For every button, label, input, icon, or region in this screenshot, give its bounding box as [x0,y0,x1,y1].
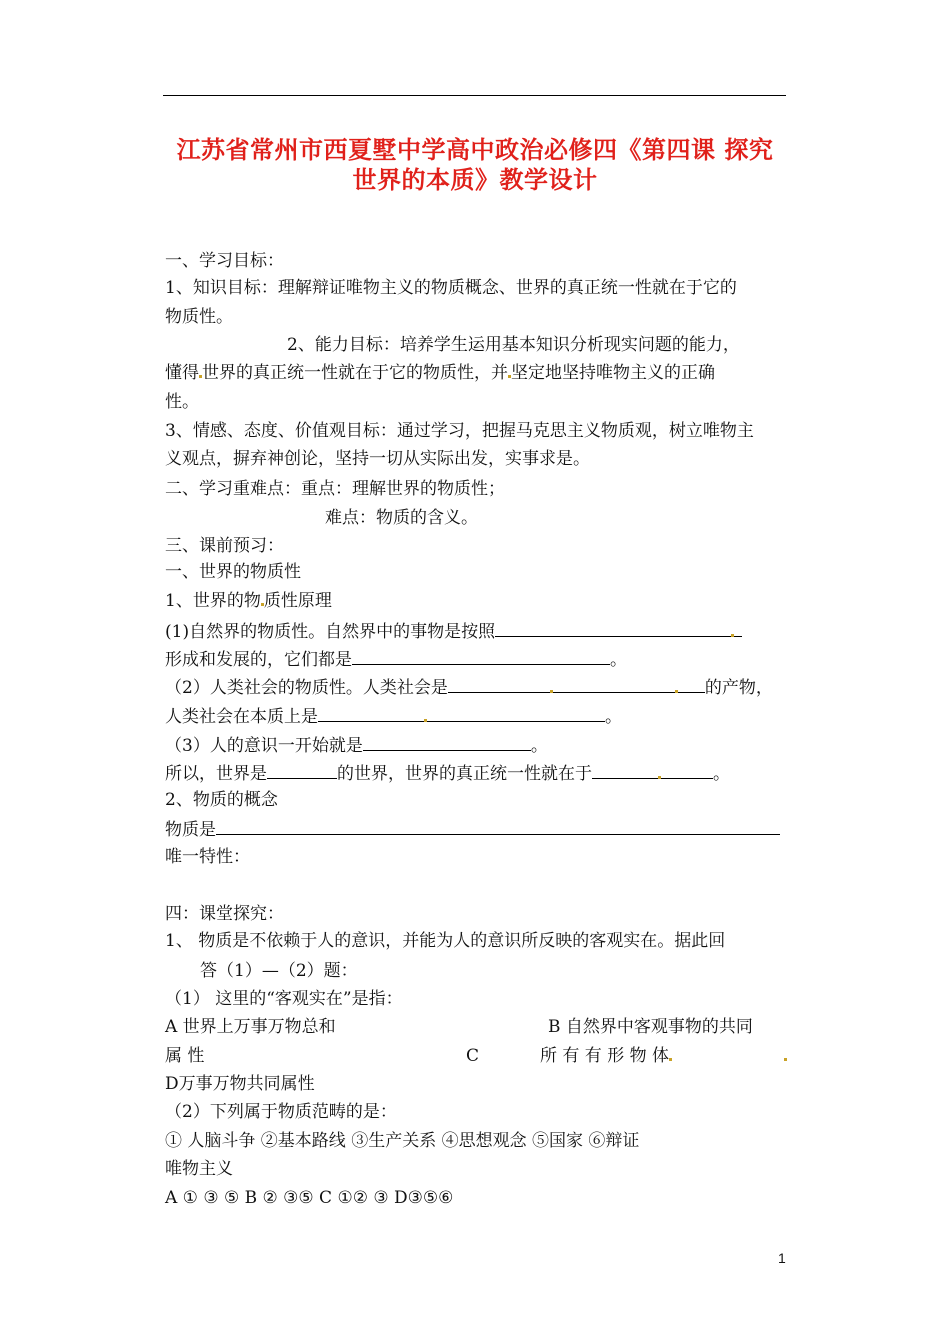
section-heading: 二、学习重难点：重点：理解世界的物质性； [165,479,505,499]
text-segment: 。 [610,650,627,670]
text-segment: 质性原理 [263,591,332,611]
fill-in-line [165,675,773,699]
marker-dot [669,1058,672,1061]
text-segment: 所 有 有 形 物 体 [540,1046,670,1066]
subsection-heading: 一、世界的物质性 [165,562,301,582]
text-segment: 人类社会在本质上是 [165,707,318,727]
answer-blank[interactable] [216,817,780,835]
paragraph-line: 义观点，摒弃神创论，坚持一切从实际出发，实事求是。 [165,449,590,469]
subsection-heading: 2、物质的概念 [165,790,278,810]
question-stem: （2）下列属于物质范畴的是： [165,1102,397,1122]
answer-blank[interactable] [495,619,731,637]
answer-blank[interactable] [448,675,550,693]
paragraph-line: 性。 [165,392,199,412]
text-segment: 世界的真正统一性就在于它的物质性，并 [202,363,508,383]
question-stem: （1） 这里的“客观实在”是指： [165,989,403,1009]
answer-option: A 世界上万事万物总和 [165,1017,336,1037]
answer-blank[interactable] [553,675,675,693]
text-segment: 。 [530,736,548,756]
answer-blank[interactable] [318,704,424,722]
section-heading: 一、学习目标： [165,251,284,271]
text-segment: 懂得 [165,363,199,383]
text-segment: 坚定地坚持唯物主义的正确 [511,363,715,383]
fill-in-line [165,619,742,643]
answer-blank[interactable] [427,704,605,722]
text-segment: 所以，世界是 [165,764,267,784]
marker-dot-container [784,1045,787,1067]
answer-option: B 自然界中客观事物的共同 [548,1017,753,1037]
document-title-line-2: 世界的本质》教学设计 [352,165,598,194]
paragraph-line: 3、情感、态度、价值观目标：通过学习，把握马克思主义物质观，树立唯物主 [165,421,754,441]
question-options-list: ① 人脑斗争 ②基本路线 ③生产关系 ④思想观念 ⑤国家 ⑥辩证 [165,1131,640,1151]
fill-in-line [165,647,627,671]
text-segment: 的产物， [704,678,773,698]
answer-blank[interactable] [678,675,705,693]
paragraph-line: 难点：物质的含义。 [325,508,478,528]
answer-option [540,1045,672,1067]
answer-blank[interactable] [267,761,337,779]
fill-in-line [165,733,548,757]
page-number: 1 [778,1250,786,1266]
question-options-list: 唯物主义 [165,1159,233,1179]
question-stem: 1、 物质是不依赖于人的意识，并能为人的意识所反映的客观实在。据此回 [165,931,726,951]
answer-blank[interactable] [661,761,713,779]
text-segment: (1)自然界的物质性。自然界中的事物是按照 [165,622,496,642]
answer-blank[interactable] [592,761,658,779]
text-segment: 。 [605,707,622,727]
section-heading: 三、课前预习： [165,536,284,556]
text-segment: 的世界，世界的真正统一性就在于 [337,764,592,784]
text-segment: （3）人的意识一开始就是 [165,736,363,756]
answer-option: 属 性 [165,1046,205,1066]
subsection-heading [165,590,332,612]
answer-blank[interactable] [734,619,742,637]
fill-in-line [165,817,780,841]
fill-in-line [165,704,622,728]
answer-option-label: C [466,1046,480,1066]
header-rule [163,95,786,96]
question-stem: 答（1）—（2）题： [200,961,358,981]
paragraph-line [165,362,715,384]
paragraph-line: 2、能力目标：培养学生运用基本知识分析现实问题的能力， [287,335,740,355]
text-segment: 物质是 [165,820,216,840]
marker-dot [784,1058,787,1061]
paragraph-line: 唯一特性： [165,847,250,867]
paragraph-line: 1、知识目标：理解辩证唯物主义的物质概念、世界的真正统一性就在于它的 [165,278,737,298]
paragraph-line: 物质性。 [165,307,233,327]
document-title-line-1: 江苏省常州市西夏墅中学高中政治必修四《第四课 探究 [176,135,774,164]
text-segment: 。 [713,764,730,784]
text-segment: （2）人类社会的物质性。人类社会是 [165,678,448,698]
text-segment: 形成和发展的，它们都是 [165,650,352,670]
answer-blank[interactable] [363,733,531,751]
answer-choices: A ① ③ ⑤ B ② ③⑤ C ①② ③ D③⑤⑥ [165,1188,454,1208]
section-heading: 四：课堂探究： [165,904,284,924]
answer-option: D万事万物共同属性 [165,1074,315,1094]
answer-blank[interactable] [352,647,610,665]
text-segment: 1、世界的物 [165,591,261,611]
fill-in-line [165,761,730,785]
